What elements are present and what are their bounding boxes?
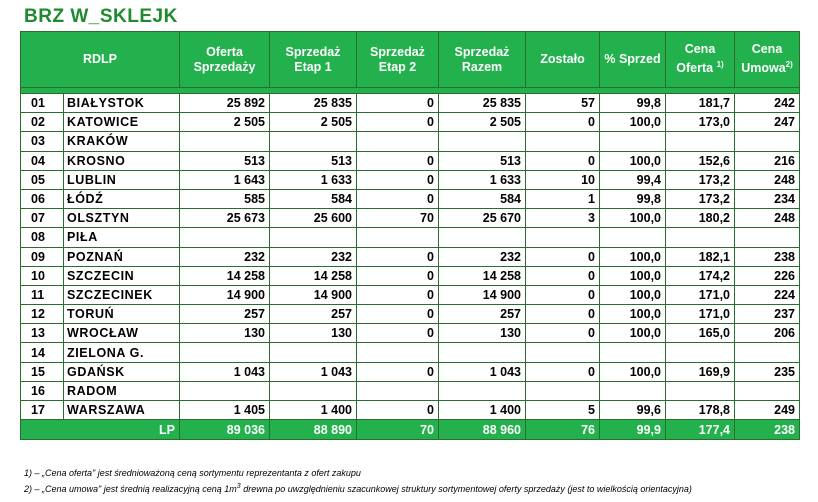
cell-etap2: 0 — [357, 285, 439, 304]
cell-procent: 100,0 — [600, 362, 666, 381]
cell-etap1 — [270, 343, 357, 362]
cell-cena-umowa: 238 — [735, 247, 800, 266]
cell-code: 04 — [21, 151, 64, 170]
cell-zostalo: 1 — [526, 189, 600, 208]
cell-etap1: 14 900 — [270, 285, 357, 304]
header-cena-umowa — [735, 32, 800, 88]
table-row — [21, 151, 800, 170]
cell-etap1: 232 — [270, 247, 357, 266]
cell-cena-umowa: 248 — [735, 209, 800, 228]
cell-etap1: 257 — [270, 305, 357, 324]
cell-name: BIAŁYSTOK — [64, 94, 180, 113]
cell-name: GDAŃSK — [64, 362, 180, 381]
cell-etap2: 0 — [357, 362, 439, 381]
header-zostalo: Zostało — [526, 32, 600, 88]
cell-zostalo — [526, 381, 600, 400]
cell-razem: 14 258 — [439, 266, 526, 285]
cell-oferta: 14 258 — [180, 266, 270, 285]
sales-table — [20, 31, 800, 440]
cell-name: KROSNO — [64, 151, 180, 170]
cell-razem: 25 670 — [439, 209, 526, 228]
footnote-2-superscript: 3 — [236, 483, 241, 490]
cell-code: 03 — [21, 132, 64, 151]
cell-razem — [439, 343, 526, 362]
cell-zostalo — [526, 343, 600, 362]
footnote-2 — [24, 480, 692, 496]
cell-code: 12 — [21, 305, 64, 324]
cell-razem: 2 505 — [439, 113, 526, 132]
cell-razem — [439, 381, 526, 400]
cell-etap2 — [357, 381, 439, 400]
cell-etap2 — [357, 228, 439, 247]
table-row — [21, 401, 800, 420]
total-oferta: 89 036 — [180, 420, 270, 440]
table-row — [21, 132, 800, 151]
cell-name: TORUŃ — [64, 305, 180, 324]
cell-cena-oferta: 173,2 — [666, 189, 735, 208]
cell-etap2 — [357, 343, 439, 362]
cell-etap1: 25 835 — [270, 94, 357, 113]
total-procent: 99,9 — [600, 420, 666, 440]
cell-procent — [600, 132, 666, 151]
cell-code: 06 — [21, 189, 64, 208]
cell-zostalo: 0 — [526, 151, 600, 170]
cell-razem: 513 — [439, 151, 526, 170]
footnote-2-start: 2) – „Cena umowa" jest średnią realizacyjną ceną 1m — [24, 484, 237, 494]
header-oferta: Oferta Sprzedaży — [180, 32, 270, 88]
cell-zostalo: 0 — [526, 362, 600, 381]
cell-name: SZCZECINEK — [64, 285, 180, 304]
cell-oferta: 25 673 — [180, 209, 270, 228]
page-title: BRZ W_SKLEJK — [24, 6, 178, 27]
cell-etap2 — [357, 132, 439, 151]
cell-cena-oferta: 165,0 — [666, 324, 735, 343]
cell-etap2: 0 — [357, 324, 439, 343]
cell-procent: 100,0 — [600, 247, 666, 266]
cell-name: OLSZTYN — [64, 209, 180, 228]
header-procent: % Sprzed — [600, 32, 666, 88]
cell-cena-oferta: 171,0 — [666, 285, 735, 304]
total-zostalo: 76 — [526, 420, 600, 440]
cell-etap2: 0 — [357, 247, 439, 266]
cell-razem: 232 — [439, 247, 526, 266]
cell-code: 15 — [21, 362, 64, 381]
header-cena-umowa-footnote: 2) — [785, 60, 793, 70]
cell-etap1: 513 — [270, 151, 357, 170]
cell-cena-umowa: 216 — [735, 151, 800, 170]
cell-etap2: 70 — [357, 209, 439, 228]
cell-razem — [439, 228, 526, 247]
cell-oferta — [180, 132, 270, 151]
table-body — [21, 94, 800, 420]
cell-code: 08 — [21, 228, 64, 247]
cell-razem: 257 — [439, 305, 526, 324]
cell-procent: 100,0 — [600, 209, 666, 228]
cell-cena-umowa — [735, 343, 800, 362]
cell-cena-umowa: 248 — [735, 170, 800, 189]
cell-name: ŁÓDŹ — [64, 189, 180, 208]
total-cena-umowa: 238 — [735, 420, 800, 440]
cell-oferta: 1 043 — [180, 362, 270, 381]
cell-razem: 1 633 — [439, 170, 526, 189]
cell-cena-umowa: 247 — [735, 113, 800, 132]
cell-code: 11 — [21, 285, 64, 304]
cell-etap2: 0 — [357, 94, 439, 113]
header-cena-oferta-label: Cena Oferta — [676, 42, 716, 76]
cell-oferta: 1 643 — [180, 170, 270, 189]
cell-etap1: 1 633 — [270, 170, 357, 189]
cell-zostalo: 0 — [526, 285, 600, 304]
cell-oferta: 130 — [180, 324, 270, 343]
cell-zostalo: 10 — [526, 170, 600, 189]
cell-etap2: 0 — [357, 170, 439, 189]
cell-oferta — [180, 381, 270, 400]
cell-etap1 — [270, 132, 357, 151]
cell-oferta: 513 — [180, 151, 270, 170]
cell-oferta: 2 505 — [180, 113, 270, 132]
table-row — [21, 324, 800, 343]
cell-cena-umowa — [735, 381, 800, 400]
cell-cena-oferta: 182,1 — [666, 247, 735, 266]
header-cena-oferta-footnote: 1) — [716, 60, 724, 70]
cell-cena-oferta: 174,2 — [666, 266, 735, 285]
total-cena-oferta: 177,4 — [666, 420, 735, 440]
table-row — [21, 266, 800, 285]
cell-oferta: 585 — [180, 189, 270, 208]
cell-code: 10 — [21, 266, 64, 285]
cell-cena-oferta: 152,6 — [666, 151, 735, 170]
cell-code: 07 — [21, 209, 64, 228]
cell-cena-umowa: 206 — [735, 324, 800, 343]
cell-cena-oferta — [666, 343, 735, 362]
cell-zostalo: 0 — [526, 305, 600, 324]
cell-code: 16 — [21, 381, 64, 400]
cell-razem: 130 — [439, 324, 526, 343]
cell-zostalo: 0 — [526, 324, 600, 343]
footnote-2-end: drewna po uwzględnieniu szacunkowej struktury sortymentowej oferty sprzedaży (jest to wielkością orientacyjna) — [240, 484, 692, 494]
cell-name: WARSZAWA — [64, 401, 180, 420]
cell-name: SZCZECIN — [64, 266, 180, 285]
cell-etap1: 2 505 — [270, 113, 357, 132]
cell-procent: 100,0 — [600, 151, 666, 170]
table-row — [21, 285, 800, 304]
cell-cena-umowa — [735, 132, 800, 151]
cell-etap1: 1 043 — [270, 362, 357, 381]
cell-zostalo: 57 — [526, 94, 600, 113]
cell-cena-oferta: 178,8 — [666, 401, 735, 420]
cell-cena-umowa — [735, 228, 800, 247]
cell-name: PIŁA — [64, 228, 180, 247]
cell-zostalo: 5 — [526, 401, 600, 420]
cell-name: LUBLIN — [64, 170, 180, 189]
total-etap1: 88 890 — [270, 420, 357, 440]
cell-zostalo — [526, 228, 600, 247]
cell-etap1 — [270, 228, 357, 247]
table-row — [21, 381, 800, 400]
cell-code: 13 — [21, 324, 64, 343]
cell-procent: 100,0 — [600, 113, 666, 132]
cell-code: 02 — [21, 113, 64, 132]
footnote-1: 1) – „Cena oferta" jest średnioważoną ceną sortymentu reprezentanta z ofert zakupu — [24, 468, 361, 478]
cell-cena-oferta: 173,0 — [666, 113, 735, 132]
cell-etap2: 0 — [357, 305, 439, 324]
cell-name: POZNAŃ — [64, 247, 180, 266]
cell-cena-umowa: 235 — [735, 362, 800, 381]
cell-cena-umowa: 226 — [735, 266, 800, 285]
cell-name: WROCŁAW — [64, 324, 180, 343]
cell-cena-oferta — [666, 381, 735, 400]
cell-name: KRAKÓW — [64, 132, 180, 151]
cell-code: 01 — [21, 94, 64, 113]
cell-etap1 — [270, 381, 357, 400]
cell-procent: 100,0 — [600, 266, 666, 285]
cell-cena-oferta: 171,0 — [666, 305, 735, 324]
table-row — [21, 362, 800, 381]
total-etap2: 70 — [357, 420, 439, 440]
table-row — [21, 343, 800, 362]
cell-etap1: 14 258 — [270, 266, 357, 285]
cell-oferta: 1 405 — [180, 401, 270, 420]
table-row — [21, 94, 800, 113]
header-row — [21, 32, 800, 88]
cell-razem: 25 835 — [439, 94, 526, 113]
cell-etap1: 25 600 — [270, 209, 357, 228]
cell-procent: 100,0 — [600, 285, 666, 304]
footnotes — [24, 466, 692, 496]
table-row — [21, 305, 800, 324]
cell-cena-oferta: 181,7 — [666, 94, 735, 113]
cell-cena-umowa: 234 — [735, 189, 800, 208]
header-rdlp: RDLP — [21, 32, 180, 88]
cell-procent: 100,0 — [600, 324, 666, 343]
cell-name: KATOWICE — [64, 113, 180, 132]
cell-procent — [600, 343, 666, 362]
cell-zostalo: 0 — [526, 247, 600, 266]
header-cena-oferta — [666, 32, 735, 88]
cell-code: 17 — [21, 401, 64, 420]
cell-cena-oferta: 173,2 — [666, 170, 735, 189]
cell-procent: 100,0 — [600, 305, 666, 324]
cell-razem: 1 043 — [439, 362, 526, 381]
cell-zostalo: 0 — [526, 113, 600, 132]
cell-cena-oferta: 180,2 — [666, 209, 735, 228]
header-etap1: Sprzedaż Etap 1 — [270, 32, 357, 88]
cell-etap2: 0 — [357, 151, 439, 170]
cell-etap2: 0 — [357, 266, 439, 285]
cell-cena-umowa: 224 — [735, 285, 800, 304]
cell-procent — [600, 381, 666, 400]
cell-etap1: 130 — [270, 324, 357, 343]
cell-razem: 584 — [439, 189, 526, 208]
cell-razem: 14 900 — [439, 285, 526, 304]
cell-cena-umowa: 237 — [735, 305, 800, 324]
cell-etap2: 0 — [357, 401, 439, 420]
cell-oferta: 25 892 — [180, 94, 270, 113]
cell-zostalo — [526, 132, 600, 151]
total-razem: 88 960 — [439, 420, 526, 440]
cell-code: 05 — [21, 170, 64, 189]
table-row — [21, 113, 800, 132]
cell-procent — [600, 228, 666, 247]
header-razem: Sprzedaż Razem — [439, 32, 526, 88]
cell-zostalo: 3 — [526, 209, 600, 228]
cell-oferta: 232 — [180, 247, 270, 266]
total-row — [21, 420, 800, 440]
cell-procent: 99,6 — [600, 401, 666, 420]
cell-procent: 99,8 — [600, 189, 666, 208]
cell-code: 14 — [21, 343, 64, 362]
cell-zostalo: 0 — [526, 266, 600, 285]
total-label: LP — [21, 420, 180, 440]
cell-procent: 99,8 — [600, 94, 666, 113]
cell-oferta: 257 — [180, 305, 270, 324]
cell-cena-oferta — [666, 228, 735, 247]
cell-code: 09 — [21, 247, 64, 266]
table-row — [21, 189, 800, 208]
cell-name: ZIELONA G. — [64, 343, 180, 362]
table-row — [21, 247, 800, 266]
table-row — [21, 209, 800, 228]
cell-razem: 1 400 — [439, 401, 526, 420]
header-cena-umowa-label: Cena Umowa — [741, 42, 786, 76]
cell-oferta — [180, 343, 270, 362]
cell-oferta: 14 900 — [180, 285, 270, 304]
cell-cena-umowa: 249 — [735, 401, 800, 420]
cell-etap2: 0 — [357, 113, 439, 132]
cell-cena-umowa: 242 — [735, 94, 800, 113]
table-row — [21, 170, 800, 189]
table-row — [21, 228, 800, 247]
cell-oferta — [180, 228, 270, 247]
cell-etap2: 0 — [357, 189, 439, 208]
cell-name: RADOM — [64, 381, 180, 400]
cell-razem — [439, 132, 526, 151]
cell-etap1: 584 — [270, 189, 357, 208]
cell-procent: 99,4 — [600, 170, 666, 189]
cell-cena-oferta: 169,9 — [666, 362, 735, 381]
cell-etap1: 1 400 — [270, 401, 357, 420]
header-etap2: Sprzedaż Etap 2 — [357, 32, 439, 88]
cell-cena-oferta — [666, 132, 735, 151]
